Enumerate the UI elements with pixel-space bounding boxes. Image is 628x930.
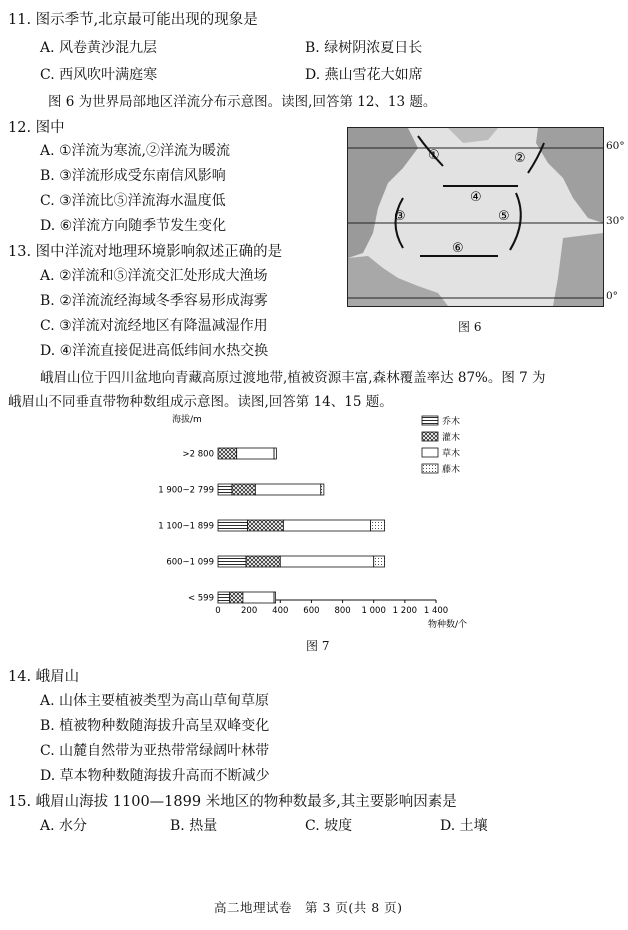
q12-option-c: C. ③洋流比⑤洋流海水温度低 (40, 193, 226, 209)
bar-segment-草木 (255, 484, 320, 495)
bar-segment-藤木 (371, 520, 385, 531)
legend-label: 草木 (442, 449, 461, 459)
species-chart-svg (158, 410, 480, 632)
x-tick-label: 200 (241, 606, 258, 616)
fig6-caption: 图 6 (458, 320, 482, 334)
legend-swatch (422, 432, 438, 441)
current-label-2: ② (514, 151, 526, 166)
q12-option-d: D. ⑥洋流方向随季节发生变化 (40, 218, 227, 234)
current-label-4: ④ (470, 190, 482, 205)
bar-segment-草木 (280, 556, 373, 567)
q12-option-b: B. ③洋流形成受东南信风影响 (40, 168, 226, 184)
bar-segment-乔木 (218, 556, 246, 567)
q15-option-a: A. 水分 (40, 818, 88, 834)
bar-segment-乔木 (218, 520, 248, 531)
q15-option-d: D. 土壤 (440, 818, 488, 834)
current-label-5: ⑤ (498, 209, 510, 224)
bar-segment-灌木 (218, 448, 237, 459)
bar-segment-灌木 (248, 520, 284, 531)
q14-option-b: B. 植被物种数随海拔升高呈双峰变化 (40, 718, 270, 734)
x-tick-label: 1 200 (392, 606, 418, 616)
q11-option-c: C. 西风吹叶满庭寒 (40, 67, 158, 83)
intro-fig6: 图 6 为世界局部地区洋流分布示意图。读图,回答第 12、13 题。 (48, 94, 437, 110)
q13-option-c: C. ③洋流对流经地区有降温减湿作用 (40, 318, 268, 334)
q13-option-a: A. ②洋流和⑤洋流交汇处形成大渔场 (40, 268, 268, 284)
bar-segment-草木 (283, 520, 370, 531)
q14-stem: 14. 峨眉山 (8, 669, 80, 685)
bar-segment-乔木 (218, 592, 230, 603)
q13-stem: 13. 图中洋流对地理环境影响叙述正确的是 (8, 244, 283, 260)
q14-option-c: C. 山麓自然带为亚热带常绿阔叶林带 (40, 743, 270, 759)
species-chart (158, 410, 480, 632)
bar-segment-藤木 (274, 448, 276, 459)
q11-stem: 11. 图示季节,北京最可能出现的现象是 (8, 12, 258, 28)
q15-option-b: B. 热量 (170, 818, 218, 834)
q15-option-c: C. 坡度 (305, 818, 353, 834)
legend-swatch (422, 464, 438, 473)
q14-option-d: D. 草本物种数随海拔升高而不断减少 (40, 768, 270, 784)
ocean-current-map (347, 127, 604, 307)
current-label-3: ③ (394, 209, 406, 224)
map-svg (348, 128, 603, 306)
fig7-caption: 图 7 (306, 639, 330, 653)
q12-option-a: A. ①洋流为寒流,②洋流为暖流 (40, 143, 231, 159)
bar-segment-藤木 (321, 484, 324, 495)
category-label: 1 900~2 799 (158, 485, 214, 496)
lat-30: 30° (606, 215, 625, 227)
x-tick-label: 0 (215, 606, 221, 616)
bar-segment-藤木 (274, 592, 276, 603)
intro-fig7-line1: 峨眉山位于四川盆地向青藏高原过渡地带,植被资源丰富,森林覆盖率达 87%。图 7 为 (40, 370, 546, 386)
x-tick-label: 400 (272, 606, 289, 616)
category-label: 1 100~1 899 (158, 521, 214, 532)
current-label-1: ① (428, 148, 440, 163)
legend-label: 灌木 (442, 433, 461, 443)
bar-segment-灌木 (246, 556, 280, 567)
x-tick-label: 800 (334, 606, 351, 616)
q13-option-b: B. ②洋流流经海域冬季容易形成海雾 (40, 293, 268, 309)
legend-swatch (422, 448, 438, 457)
page-footer: 高二地理试卷 第 3 页(共 8 页) (214, 900, 403, 915)
bar-segment-草木 (237, 448, 274, 459)
bar-segment-藤木 (374, 556, 385, 567)
q15-stem: 15. 峨眉山海拔 1100—1899 米地区的物种数最多,其主要影响因素是 (8, 794, 457, 810)
q11-option-a: A. 风卷黄沙混九层 (40, 40, 158, 56)
x-axis-label: 物种数/个 (428, 620, 468, 630)
category-label: 600~1 099 (166, 557, 214, 568)
bar-segment-灌木 (232, 484, 255, 495)
q13-option-d: D. ④洋流直接促进高低纬间水热交换 (40, 343, 269, 359)
q14-option-a: A. 山体主要植被类型为高山草甸草原 (40, 693, 270, 709)
x-tick-label: 600 (303, 606, 320, 616)
q11-option-d: D. 燕山雪花大如席 (305, 67, 423, 83)
bar-segment-乔木 (218, 484, 232, 495)
category-label: >2 800 (182, 449, 214, 460)
bar-segment-草木 (243, 592, 274, 603)
legend-label: 乔木 (442, 417, 461, 427)
q11-option-b: B. 绿树阴浓夏日长 (305, 40, 423, 56)
legend-swatch (422, 416, 438, 425)
q12-stem: 12. 图中 (8, 120, 65, 136)
x-tick-label: 1 400 (423, 606, 449, 616)
bar-segment-灌木 (230, 592, 243, 603)
x-tick-label: 1 000 (361, 606, 386, 616)
lat-0: 0° (606, 290, 618, 302)
lat-60: 60° (606, 140, 625, 152)
y-axis-label: 海拔/m (172, 415, 202, 425)
intro-fig7-line2: 峨眉山不同垂直带物种数组成示意图。读图,回答第 14、15 题。 (8, 394, 393, 410)
current-label-6: ⑥ (452, 241, 464, 256)
category-label: < 599 (187, 593, 214, 604)
legend-label: 藤木 (442, 465, 461, 475)
